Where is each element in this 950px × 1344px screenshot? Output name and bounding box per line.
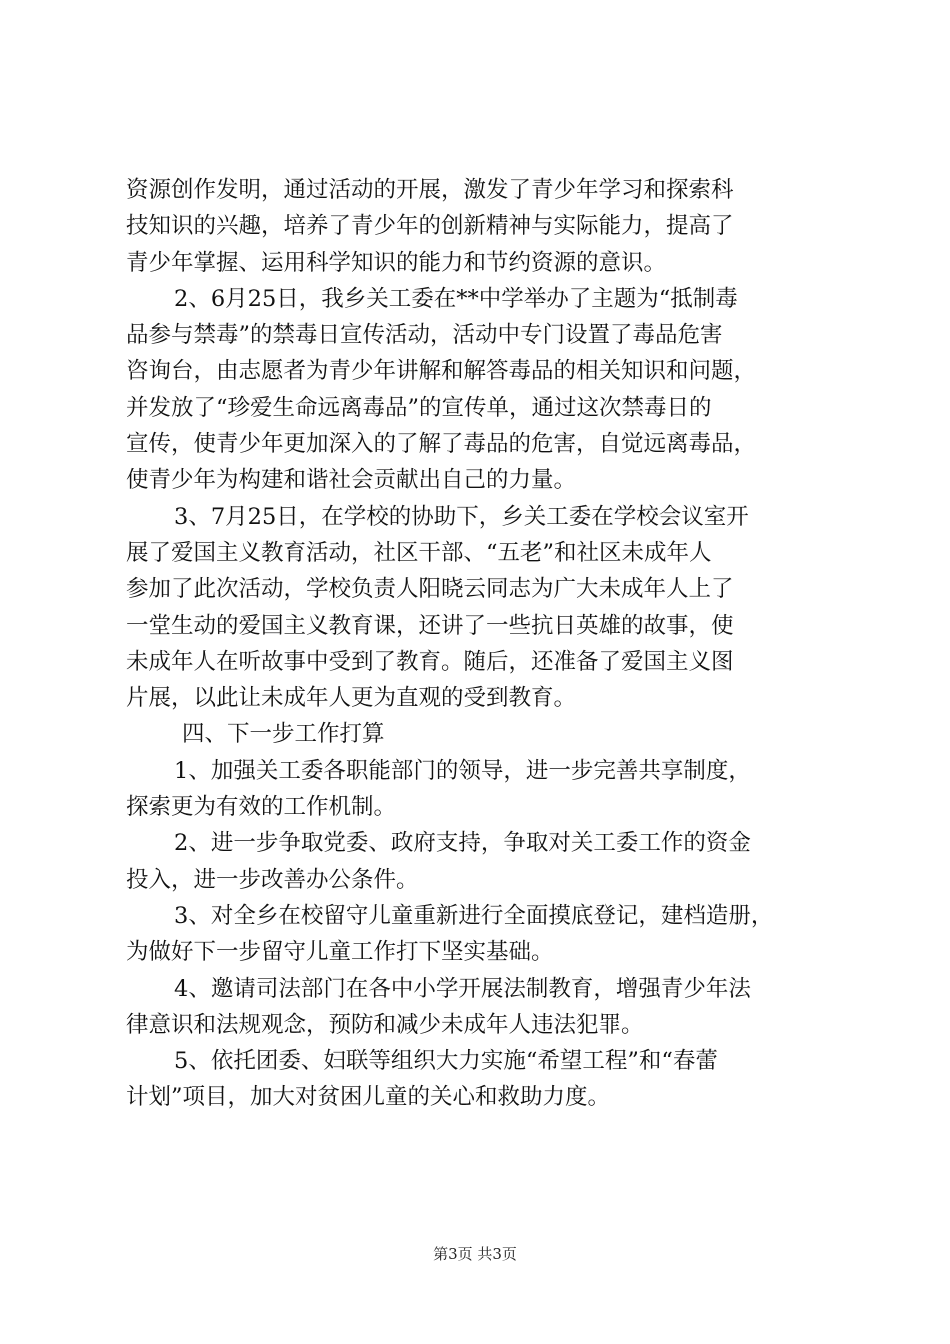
paragraph-start-line: 5、依托团委、妇联等组织大力实施“希望工程”和“春蕾	[174, 1048, 718, 1075]
text-line: 投入，进一步改善办公条件。	[126, 866, 419, 893]
text-line: 展了爱国主义教育活动，社区干部、“五老”和社区未成年人	[126, 539, 712, 566]
paragraph-start-line: 3、7月25日，在学校的协助下，乡关工委在学校会议室开	[174, 503, 749, 530]
paragraph-start-line: 2、6月25日，我乡关工委在**中学举办了主题为“抵制毒	[174, 285, 738, 312]
paragraph-start-line: 1、加强关工委各职能部门的领导，进一步完善共享制度，	[174, 757, 751, 784]
text-line: 律意识和法规观念，预防和减少未成年人违法犯罪。	[126, 1011, 644, 1038]
paragraph-start-line: 4、邀请司法部门在各中小学开展法制教育，增强青少年法	[174, 975, 751, 1002]
text-line: 资源创作发明，通过活动的开展，激发了青少年学习和探索科	[126, 177, 734, 203]
text-line: 片展，以此让未成年人更为直观的受到教育。	[126, 685, 577, 712]
text-line: 为做好下一步留守儿童工作打下坚实基础。	[126, 939, 554, 966]
section-heading: 四、下一步工作打算	[182, 721, 385, 748]
text-line: 青少年掌握、运用科学知识的能力和节约资源的意识。	[126, 249, 667, 276]
text-line: 参加了此次活动，学校负责人阳晓云同志为广大未成年人上了	[126, 576, 734, 603]
text-line: 未成年人在听故事中受到了教育。随后，还准备了爱国主义图	[126, 648, 734, 675]
text-line: 计划”项目，加大对贫困儿童的关心和救助力度。	[126, 1084, 611, 1111]
text-line: 一堂生动的爱国主义教育课，还讲了一些抗日英雄的故事，使	[126, 612, 734, 639]
page-number-footer: 第3页 共3页	[433, 1245, 517, 1263]
text-line: 并发放了“珍爱生命远离毒品”的宣传单，通过这次禁毒日的	[126, 394, 712, 421]
paragraph-start-line: 3、对全乡在校留守儿童重新进行全面摸底登记，建档造册，	[174, 902, 774, 929]
text-line: 技知识的兴趣，培养了青少年的创新精神与实际能力，提高了	[126, 213, 734, 240]
paragraph-start-line: 2、进一步争取党委、政府支持，争取对关工委工作的资金	[174, 830, 751, 857]
text-line: 宣传，使青少年更加深入的了解了毒品的危害，自觉远离毒品，	[126, 431, 757, 458]
text-line: 品参与禁毒”的禁毒日宣传活动，活动中专门设置了毒品危害	[126, 322, 723, 349]
text-line: 探索更为有效的工作机制。	[126, 794, 397, 821]
text-line: 使青少年为构建和谐社会贡献出自己的力量。	[126, 467, 577, 494]
document-body	[126, 172, 838, 1116]
text-line: 咨询台，由志愿者为青少年讲解和解答毒品的相关知识和问题，	[126, 358, 757, 385]
